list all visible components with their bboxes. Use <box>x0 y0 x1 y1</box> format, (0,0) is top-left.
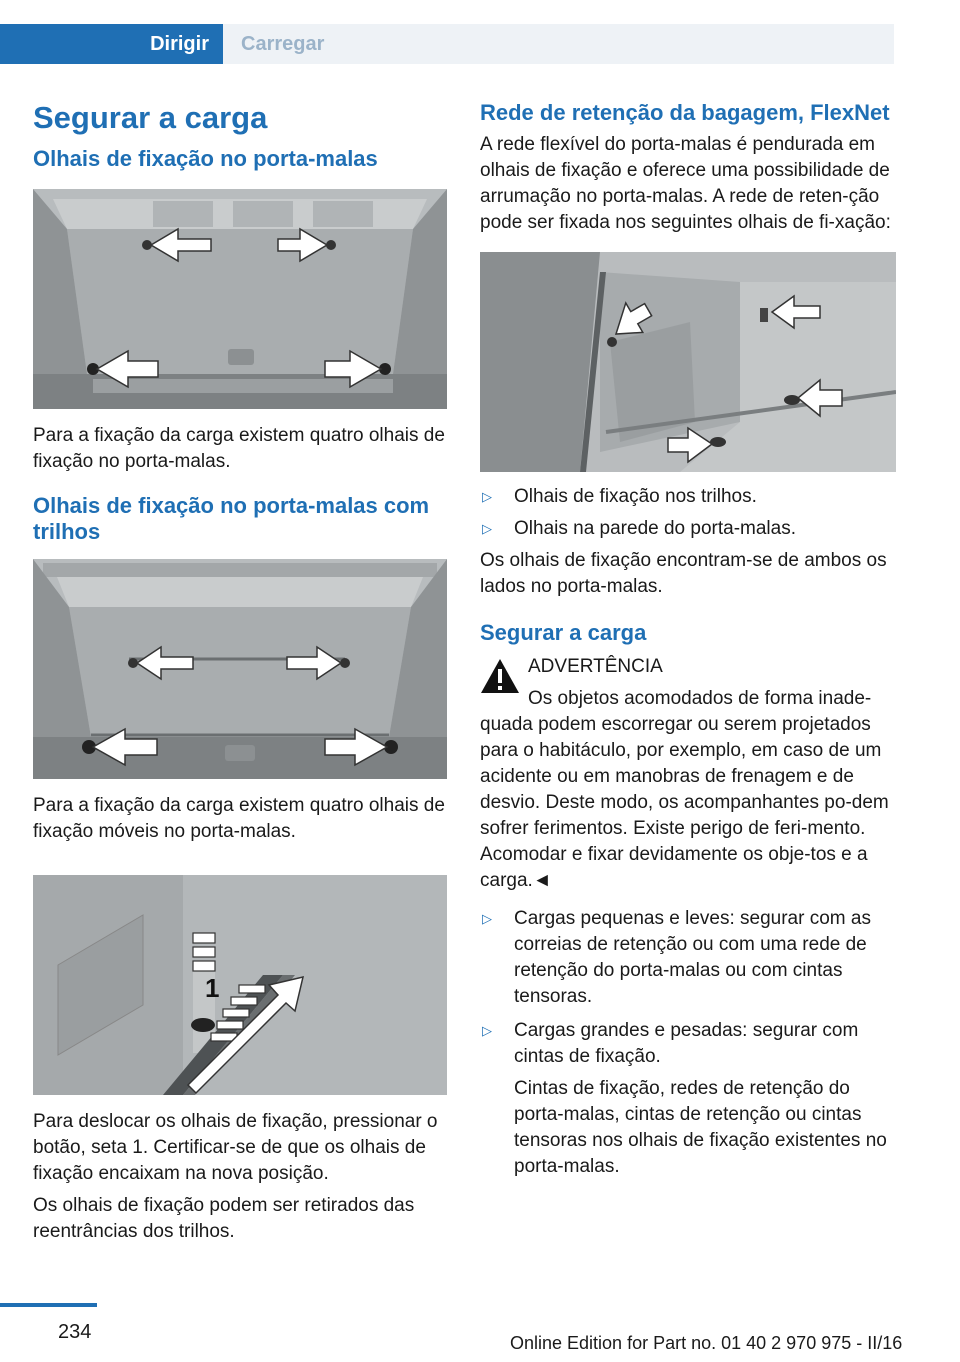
list-item: ▷ Olhais de fixação nos trilhos. <box>480 484 896 510</box>
flexnet-text: A rede flexível do porta-malas é pendurada em olhais de fixação e oferece uma possibilidade de arrumação no porta-malas. A rede de reten‐ção pode ser fixada nos seguintes olhais de fi‐xação: <box>480 134 891 233</box>
tab-carregar[interactable]: Carregar <box>223 24 894 64</box>
warning-text-first: Os objetos acomodados de forma inade- <box>528 688 872 709</box>
header-tabs <box>0 0 960 64</box>
cargo-bullet-list <box>480 906 896 1180</box>
list-item: ▷ Cargas grandes e pesadas: segurar com cintas de fixação. <box>480 1018 896 1070</box>
page-number: 234 <box>58 1321 92 1343</box>
arrow-1-label: 1 <box>205 973 220 1003</box>
warning-triangle-icon <box>480 654 528 712</box>
rail-button-figure <box>33 875 447 1095</box>
section-heading-flexnet: Rede de retenção da bagagem, FlexNet <box>480 100 890 125</box>
section2-text: Para a fixação da carga existem quatro olhais de fixação móveis no porta-malas. <box>33 795 445 842</box>
warning-text: quada podem escorregar ou serem projetados para o habitáculo, por exemplo, em caso de um acidente ou em manobras de frenagem e de desvio. Deste modo, os acompanhantes po‐dem sofrer ferimentos. Existe perigo de feri‐mento. Acomodar e fixar devidamente os obje‐tos e a carga.◄ <box>480 714 889 891</box>
footer-rule <box>0 1303 97 1307</box>
section-heading-rails: Olhais de fixação no porta-malas com trilhos <box>33 493 430 544</box>
bullet-triangle-icon: ▷ <box>482 1023 492 1038</box>
section-heading-tie-down-eyes: Olhais de fixação no porta-malas <box>33 146 378 171</box>
flexnet-figure <box>480 252 896 472</box>
bullet-continuation: Cintas de fixação, redes de retenção do porta-malas, cintas de retenção ou cintas tensoras nos olhais de fixação existentes no porta-malas. <box>514 1078 887 1177</box>
list-item: ▷ Cargas pequenas e leves: segurar com as correias de retenção ou com uma rede de retenção do porta-malas ou com cintas tensoras. <box>480 906 896 1010</box>
bullet-triangle-icon: ▷ <box>482 489 492 504</box>
tab-dirigir[interactable]: Dirigir <box>0 24 223 64</box>
page-title: Segurar a carga <box>33 100 268 135</box>
bullet-triangle-icon: ▷ <box>482 911 492 926</box>
section-heading-secure-cargo: Segurar a carga <box>480 620 647 645</box>
bullet-triangle-icon: ▷ <box>482 521 492 536</box>
section3-text-1: Para deslocar os olhais de fixação, pressionar o botão, seta 1. Certificar-se de que os olhais de fixação encaixam na nova posição. <box>33 1111 438 1184</box>
warning-title: ADVERTÊNCIA <box>528 656 663 677</box>
right-column <box>480 100 896 1180</box>
flexnet-bullet-list <box>480 484 896 542</box>
trunk-rails-figure <box>33 559 447 779</box>
edition-text: Online Edition for Part no. 01 40 2 970 975 - II/16 <box>510 1333 903 1353</box>
section3-text-2: Os olhais de fixação podem ser retirados das reentrâncias dos trilhos. <box>33 1195 415 1242</box>
both-sides-text: Os olhais de fixação encontram-se de ambos os lados no porta-malas. <box>480 550 887 597</box>
list-item: ▷ Olhais na parede do porta-malas. <box>480 516 896 542</box>
left-column <box>33 98 447 1245</box>
section1-text: Para a fixação da carga existem quatro olhais de fixação no porta-malas. <box>33 425 445 472</box>
trunk-tie-down-eyes-figure <box>33 189 447 409</box>
warning-block <box>480 654 896 894</box>
